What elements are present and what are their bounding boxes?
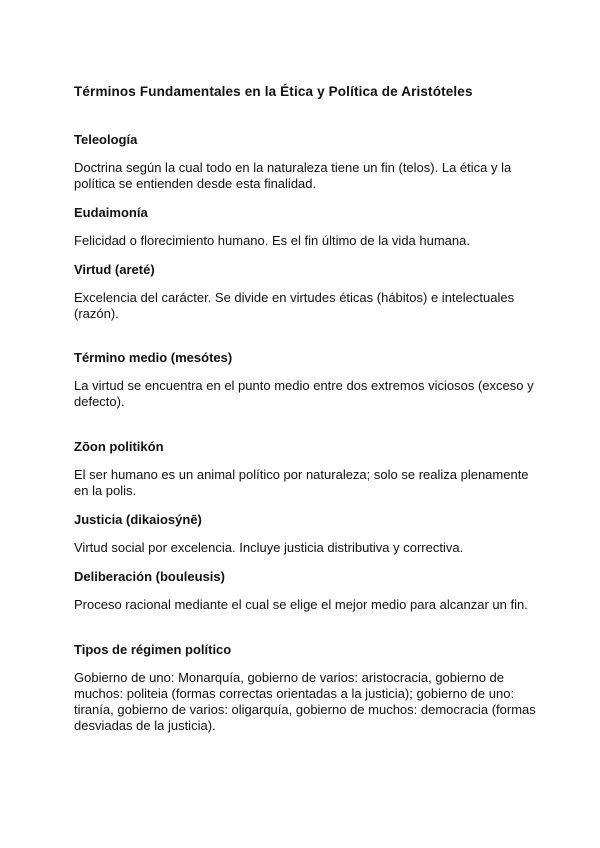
term-heading: Virtud (areté) bbox=[74, 262, 155, 277]
term-heading: Justicia (dikaiosýnē) bbox=[74, 512, 202, 527]
section-tipos-regimen bbox=[74, 641, 544, 734]
term-definition: Gobierno de uno: Monarquía, gobierno de varios: aristocracia, gobierno de muchos: politeia (formas correctas orientadas a la justicia); gobierno de uno: tiranía, gobierno de varios: oligarquía, gobierno de muchos: democracia (formas desviadas de la justicia). bbox=[74, 670, 536, 733]
term-definition: Excelencia del carácter. Se divide en virtudes éticas (hábitos) e intelectuales (razón). bbox=[74, 290, 515, 321]
term-heading: Zōon politikón bbox=[74, 439, 164, 454]
section-justicia bbox=[74, 511, 544, 556]
section-eudaimonia bbox=[74, 204, 544, 249]
document-title: Términos Fundamentales en la Ética y Política de Aristóteles bbox=[74, 84, 473, 99]
section-virtud bbox=[74, 261, 544, 322]
section-teleologia bbox=[74, 131, 544, 192]
section-zoon-politikon bbox=[74, 438, 544, 499]
term-definition: El ser humano es un animal político por naturaleza; solo se realiza plenamente en la polis. bbox=[74, 467, 529, 498]
term-heading: Tipos de régimen político bbox=[74, 642, 232, 657]
term-heading: Término medio (mesótes) bbox=[74, 350, 233, 365]
term-definition: Proceso racional mediante el cual se elige el mejor medio para alcanzar un fin. bbox=[74, 597, 528, 612]
term-definition: Felicidad o florecimiento humano. Es el fin último de la vida humana. bbox=[74, 233, 470, 248]
term-definition: Virtud social por excelencia. Incluye justicia distributiva y correctiva. bbox=[74, 540, 464, 555]
term-heading: Deliberación (bouleusis) bbox=[74, 569, 225, 584]
section-deliberacion bbox=[74, 568, 544, 613]
term-heading: Teleología bbox=[74, 132, 138, 147]
section-termino-medio bbox=[74, 349, 544, 410]
term-definition: La virtud se encuentra en el punto medio entre dos extremos viciosos (exceso y defecto). bbox=[74, 378, 534, 409]
term-definition: Doctrina según la cual todo en la naturaleza tiene un fin (telos). La ética y la política se entienden desde esta finalidad. bbox=[74, 160, 512, 191]
term-heading: Eudaimonía bbox=[74, 205, 148, 220]
